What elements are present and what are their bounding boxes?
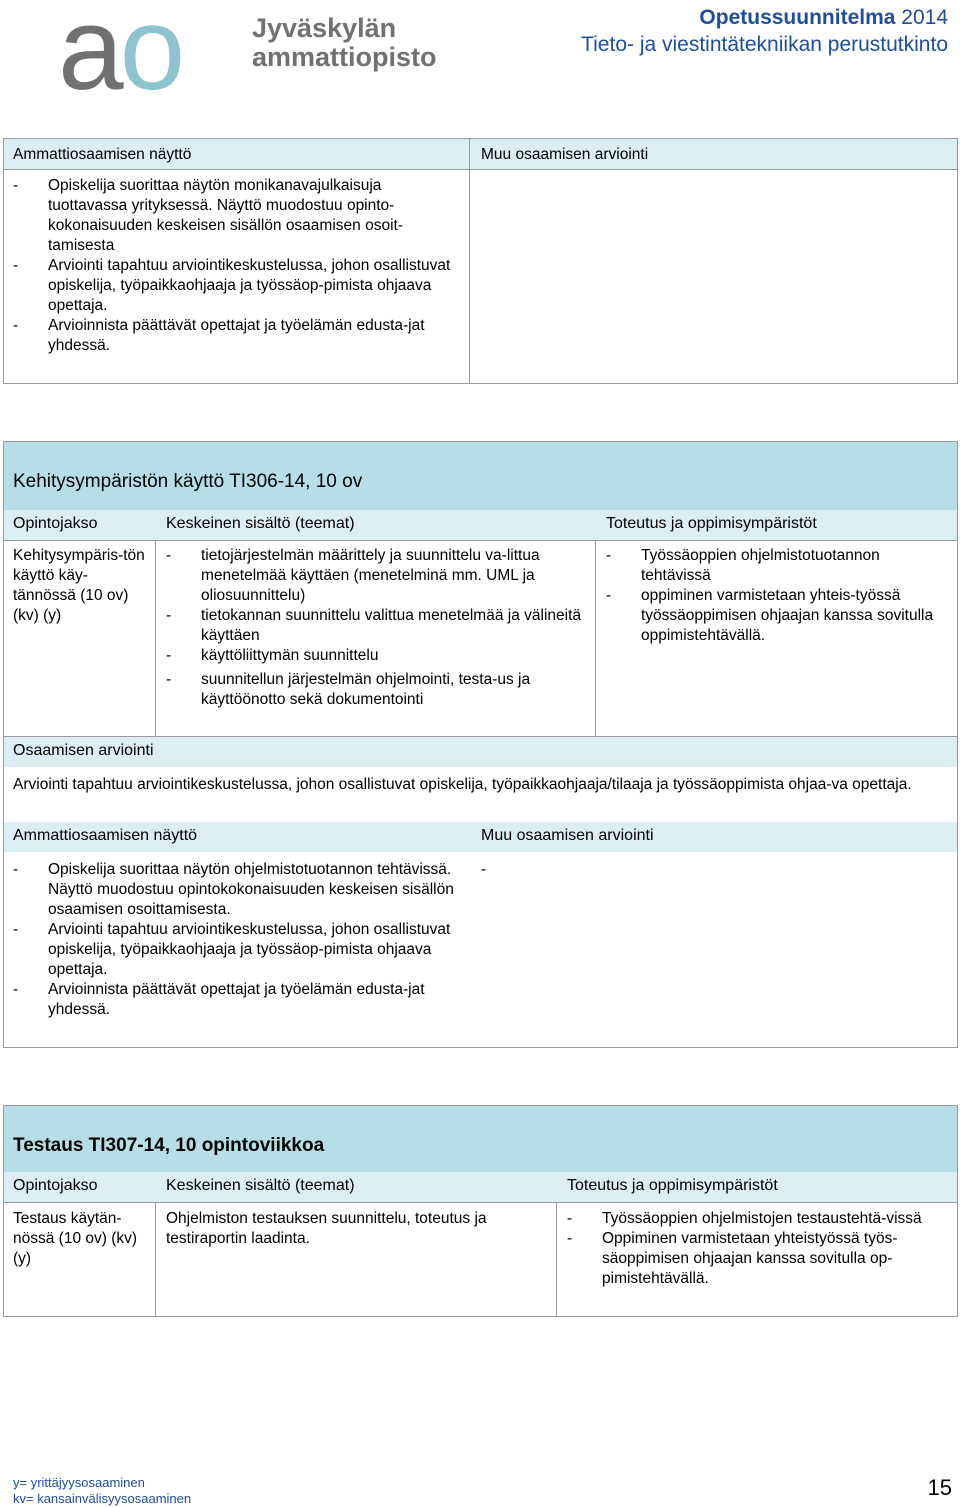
page-number: 15 bbox=[927, 1475, 952, 1500]
list-item: - Työssäoppien ohjelmistojen testaustehtä-vissä bbox=[567, 1209, 947, 1229]
section1-col-implementation-header: Toteutus ja oppimisympäristöt bbox=[606, 515, 817, 532]
section2-col-course-header: Opintojakso bbox=[13, 1177, 98, 1194]
section1-col-content-header: Keskeinen sisältö (teemat) bbox=[166, 515, 355, 532]
logo-line-2: ammattiopisto bbox=[252, 42, 437, 72]
section1-course-name: Kehitysympäris-tön käyttö käy-tännössä (10 ov) (kv) (y) bbox=[13, 547, 145, 624]
section1-assessment-text: Arviointi tapahtuu arviointikeskustelussa, johon osallistuvat opiskelija, työpaikkaohjaaja/tilaaja ja työssäoppimista ohjaa-va opettaja. bbox=[13, 776, 912, 793]
section1-other-header: Muu osaamisen arviointi bbox=[481, 827, 654, 844]
section2-col-implementation-header: Toteutus ja oppimisympäristöt bbox=[567, 1177, 778, 1194]
section1-content-list bbox=[166, 546, 586, 710]
logo-mark bbox=[58, 0, 182, 115]
section2-implementation-list bbox=[567, 1209, 947, 1289]
list-item: - tietokannan suunnittelu valittua menetelmää ja välineitä käyttäen bbox=[166, 606, 586, 646]
section1-col-course-header: Opintojakso bbox=[13, 515, 98, 532]
header-subtitle: Tieto- ja viestintätekniikan perustutkinto bbox=[581, 33, 948, 56]
list-item: - Opiskelija suorittaa näytön monikanavajulkaisuja tuottavassa yrityksessä. Näyttö muodostuu opinto-kokonaisuuden keskeisen sisällön osaamisen osoit-tamisesta bbox=[13, 176, 458, 256]
header-year: 2014 bbox=[901, 6, 948, 29]
list-item: - Arvioinnista päättävät opettajat ja työelämän edusta-jat yhdessä. bbox=[13, 316, 458, 356]
section2-title: Testaus TI307-14, 10 opintoviikkoa bbox=[13, 1135, 325, 1156]
legend-entrepreneurship: y= yrittäjyysosaaminen bbox=[13, 1475, 145, 1490]
list-item: - Arvioinnista päättävät opettajat ja työelämän edusta-jat yhdessä. bbox=[13, 980, 458, 1020]
section1-implementation-list bbox=[606, 546, 951, 646]
logo-letter-a: a bbox=[58, 0, 120, 115]
list-item: - Arviointi tapahtuu arviointikeskustelussa, johon osallistuvat opiskelija, työpaikkaohjaaja ja työssäop-pimista ohjaava opettaja. bbox=[13, 256, 458, 316]
section2-content-text: Ohjelmiston testauksen suunnittelu, toteutus ja testiraportin laadinta. bbox=[166, 1210, 487, 1247]
header-title: Opetussuunnitelma bbox=[699, 6, 896, 29]
list-item: - käyttöliittymän suunnittelu bbox=[166, 646, 586, 666]
section2-header-row bbox=[4, 1172, 957, 1202]
list-item: - tietojärjestelmän määrittely ja suunnittelu va-littua menetelmää käyttäen (menetelminä mm. UML ja oliosuunnittelu) bbox=[166, 546, 586, 606]
section2-course-name: Testaus käytän-nössä (10 ov) (kv) (y) bbox=[13, 1210, 138, 1267]
list-item: - Arviointi tapahtuu arviointikeskustelussa, johon osallistuvat opiskelija, työpaikkaohjaaja ja työssäop-pimista ohjaava opettaja. bbox=[13, 920, 458, 980]
legend-internationality: kv= kansainvälisyysosaaminen bbox=[13, 1491, 192, 1506]
section1-demo-header: Ammattiosaamisen näyttö bbox=[13, 827, 198, 844]
section1-other-text: - bbox=[481, 861, 487, 878]
list-item: - Työssäoppien ohjelmistotuotannon tehtävissä bbox=[606, 546, 951, 586]
list-item: - oppiminen varmistetaan yhteis-työssä työssäoppimisen ohjaajan kanssa sovitulla oppimistehtävällä. bbox=[606, 586, 951, 646]
logo-letter-o: o bbox=[119, 0, 182, 115]
list-item: - Oppiminen varmistetaan yhteistyössä työs-säoppimisen ohjaajan kanssa sovitulla op-pimistehtävällä. bbox=[567, 1229, 947, 1289]
list-item: - suunnitellun järjestelmän ohjelmointi, testa-us ja käyttöönotto sekä dokumentointi bbox=[166, 670, 586, 710]
section1-demo-list bbox=[13, 860, 458, 1020]
section2-col-content-header: Keskeinen sisältö (teemat) bbox=[166, 1177, 355, 1194]
section1-title: Kehitysympäristön käyttö TI306-14, 10 ov bbox=[13, 471, 363, 492]
list-item: - Opiskelija suorittaa näytön ohjelmistotuotannon tehtävissä. Näyttö muodostuu opintokokonaisuuden keskeisen sisällön osaamisen osoittamisesta. bbox=[13, 860, 458, 920]
section0-demo-list bbox=[13, 176, 458, 356]
document-header bbox=[581, 4, 948, 58]
section0-left-header: Ammattiosaamisen näyttö bbox=[13, 146, 192, 163]
logo-line-1: Jyväskylän bbox=[252, 13, 397, 43]
logo-name bbox=[252, 14, 437, 72]
section1-assessment-header: Osaamisen arviointi bbox=[13, 742, 154, 759]
section0-right-header: Muu osaamisen arviointi bbox=[481, 146, 649, 163]
